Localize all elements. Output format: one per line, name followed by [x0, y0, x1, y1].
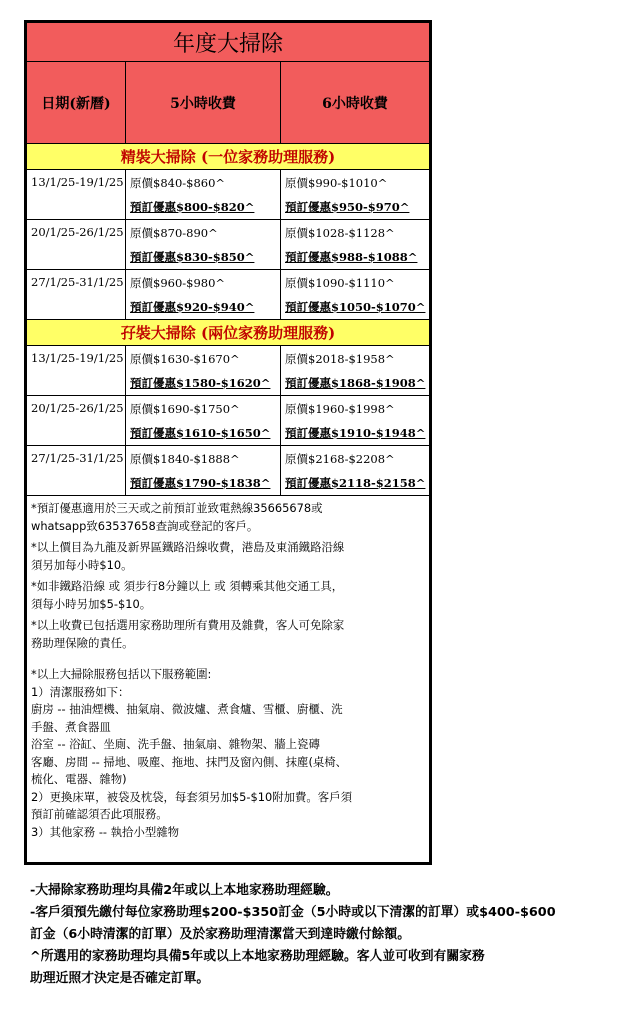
note-line: whatsapp致63537658查詢或登記的客戶。 — [31, 518, 259, 533]
date-cell: 27/1/25-31/1/25 — [27, 270, 126, 319]
original-price: 原價$990-$1010^ — [285, 176, 388, 190]
original-price: 原價$2018-$1958^ — [285, 352, 395, 366]
original-price: 原價$1690-$1750^ — [130, 402, 240, 416]
note-line: 須另加每小時$10。 — [31, 557, 133, 572]
promo-price: 預訂優惠$1580-$1620^ — [130, 376, 271, 390]
note-line: *以上大掃除服務包括以下服務範圍: — [31, 667, 212, 681]
promo-price: 預訂優惠$1868-$1908^ — [285, 376, 426, 390]
date-cell: 13/1/25-19/1/25 — [27, 170, 126, 219]
note-line: 1）清潔服務如下： — [31, 684, 130, 699]
header-6-hours: 6小時收費 — [322, 95, 388, 112]
note-line: 3）其他家務 -- 執拾小型雜物 — [31, 824, 180, 839]
table-row — [27, 396, 429, 446]
note-line: 客廳、房間 -- 掃地、吸塵、拖地、抹門及窗內側、抹塵(桌椅、 — [31, 754, 348, 769]
footer-notes — [30, 880, 640, 990]
footer-line: -大掃除家務助理均具備2年或以上本地家務助理經驗。 — [30, 883, 339, 898]
price-cell-6h — [281, 346, 429, 395]
promo-price: 預訂優惠$1050-$1070^ — [285, 300, 426, 314]
table-row — [27, 446, 429, 496]
price-cell-5h — [126, 446, 281, 495]
price-cell-6h — [281, 270, 429, 319]
table-row — [27, 220, 429, 270]
original-price: 原價$870-890^ — [130, 226, 218, 240]
price-cell-5h — [126, 346, 281, 395]
header-date: 日期(新曆) — [27, 62, 126, 143]
date-cell: 13/1/25-19/1/25 — [27, 346, 126, 395]
promo-price: 預訂優惠$920-$940^ — [130, 300, 255, 314]
promo-price: 預訂優惠$950-$970^ — [285, 200, 410, 214]
footer-line: -客戶須預先繳付每位家務助理$200-$350訂金（5小時或以下清潔的訂單）或$400-$600 — [30, 905, 556, 920]
price-table — [24, 20, 432, 865]
price-cell-6h — [281, 220, 429, 269]
original-price: 原價$840-$860^ — [130, 176, 226, 190]
note-line: 手盤、煮食器皿 — [31, 719, 111, 734]
promo-price: 預訂優惠$1790-$1838^ — [130, 476, 271, 490]
original-price: 原價$1090-$1110^ — [285, 276, 395, 290]
table-row — [27, 346, 429, 396]
table-title: 年度大掃除 — [27, 23, 429, 62]
header-5-hours: 5小時收費 — [126, 62, 281, 143]
note-line: 預訂前確認須否此項服務。 — [31, 807, 168, 821]
date-cell: 20/1/25-26/1/25 — [27, 396, 126, 445]
footer-line: 訂金（6小時清潔的訂單）及於家務助理清潔當天到達時繳付餘額。 — [30, 927, 411, 942]
price-cell-5h — [126, 170, 281, 219]
table-row — [27, 270, 429, 320]
promo-price: 預訂優惠$988-$1088^ — [285, 250, 418, 264]
footer-line: 助理近照才決定是否確定訂單。 — [30, 971, 210, 986]
header-row — [27, 62, 429, 144]
section-title-double: 孖裝大掃除 (兩位家務助理服務) — [27, 320, 429, 346]
note-gap — [31, 652, 423, 666]
promo-price: 預訂優惠$800-$820^ — [130, 200, 255, 214]
original-price: 原價$2168-$2208^ — [285, 452, 395, 466]
promo-price: 預訂優惠$1910-$1948^ — [285, 426, 426, 440]
note-line: *預訂優惠適用於三天或之前預訂並致電熱線35665678或 — [31, 501, 323, 515]
terms-notes — [27, 494, 429, 862]
promo-price: 預訂優惠$2118-$2158^ — [285, 476, 426, 490]
price-cell-5h — [126, 270, 281, 319]
original-price: 原價$1840-$1888^ — [130, 452, 240, 466]
note-line: *如非鐵路沿線 或 須步行8分鐘以上 或 須轉乘其他交通工具， — [31, 579, 344, 593]
note-line: *以上收費已包括選用家務助理所有費用及雜費，客人可免除家 — [31, 618, 345, 632]
date-cell: 20/1/25-26/1/25 — [27, 220, 126, 269]
price-cell-5h — [126, 396, 281, 445]
original-price: 原價$1028-$1128^ — [285, 226, 395, 240]
price-cell-5h — [126, 220, 281, 269]
promo-price: 預訂優惠$830-$850^ — [130, 250, 255, 264]
date-cell: 27/1/25-31/1/25 — [27, 446, 126, 495]
note-line: *以上價目為九龍及新界區鐵路沿線收費，港島及東涌鐵路沿線 — [31, 540, 345, 554]
note-line: 廚房 -- 抽油煙機、抽氣扇、微波爐、煮食爐、雪櫃、廚櫃、洗 — [31, 702, 343, 716]
note-line: 2）更換床單，被袋及枕袋，每套須另加$5-$10附加費。客戶須 — [31, 789, 352, 804]
table-row — [27, 170, 429, 220]
note-line: 務助理保險的責任。 — [31, 635, 134, 650]
footer-line: ^所選用的家務助理均具備5年或以上本地家務助理經驗。客人並可收到有關家務 — [30, 949, 485, 964]
price-cell-6h — [281, 446, 429, 495]
note-line: 須每小時另加$5-$10。 — [31, 596, 152, 611]
promo-price: 預訂優惠$1610-$1650^ — [130, 426, 271, 440]
note-line: 浴室 -- 浴缸、坐廁、洗手盤、抽氣扇、雜物架、牆上瓷磚 — [31, 737, 320, 751]
original-price: 原價$1630-$1670^ — [130, 352, 240, 366]
price-cell-6h — [281, 396, 429, 445]
original-price: 原價$1960-$1998^ — [285, 402, 395, 416]
original-price: 原價$960-$980^ — [130, 276, 226, 290]
section-title-single: 精裝大掃除 (一位家務助理服務) — [27, 144, 429, 170]
note-line: 梳化、電器、雜物) — [31, 772, 127, 786]
price-cell-6h — [281, 170, 429, 219]
